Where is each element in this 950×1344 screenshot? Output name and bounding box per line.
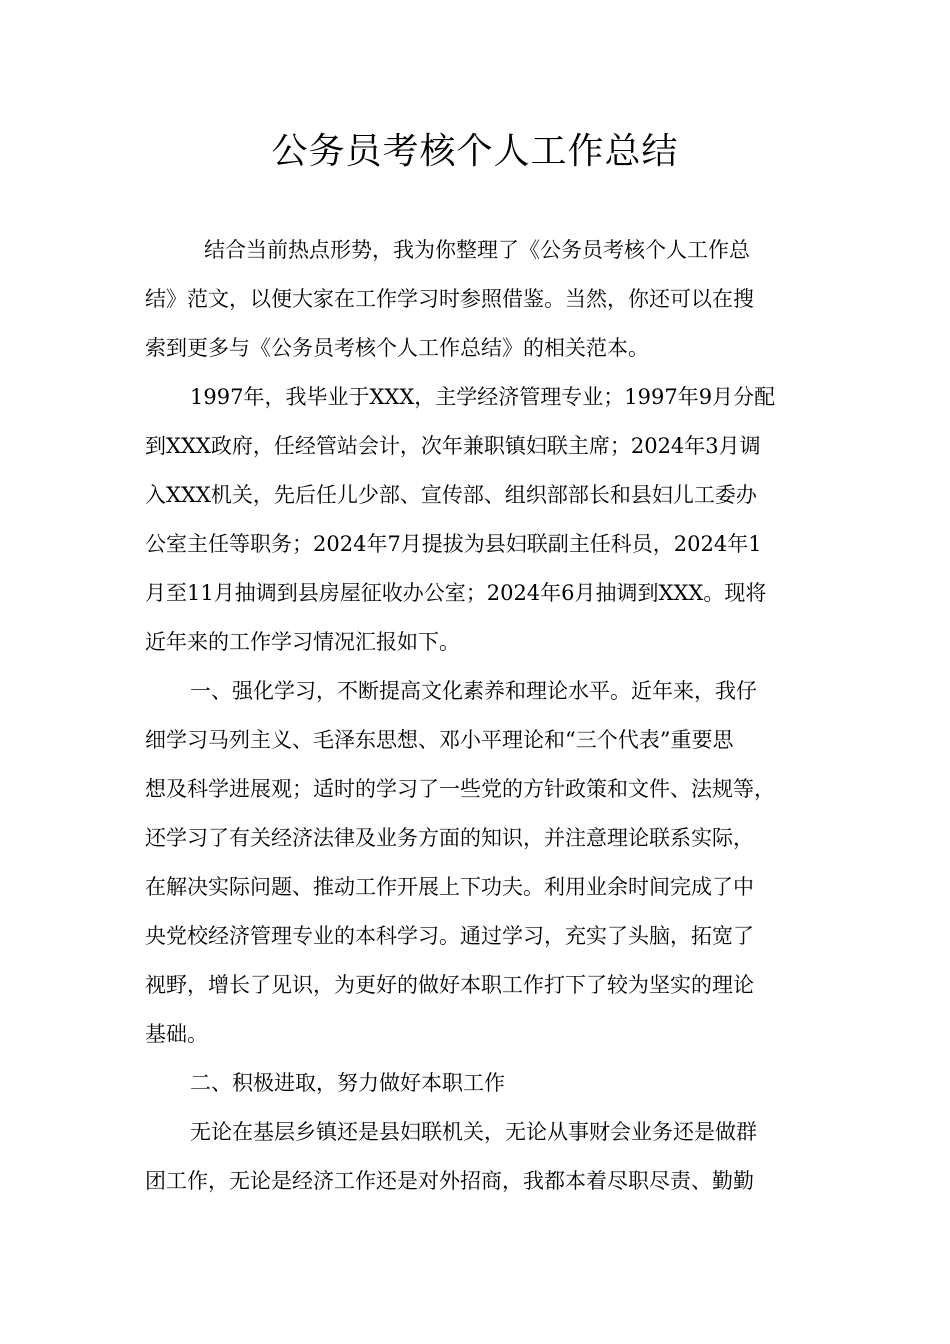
document-body [145, 226, 810, 1206]
paragraph-line: 1997年，我毕业于XXX，主学经济管理专业；1997年9月分配 [190, 385, 776, 409]
paragraph-line: 基础。 [145, 1022, 208, 1046]
paragraph-line: 索到更多与《公务员考核个人工作总结》的相关范本。 [145, 336, 649, 360]
paragraph-line: 央党校经济管理专业的本科学习。通过学习，充实了头脑，拓宽了 [145, 924, 754, 948]
paragraph-line: 还学习了有关经济法律及业务方面的知识，并注意理论联系实际， [145, 826, 754, 850]
paragraph-line: 视野，增长了见识，为更好的做好本职工作打下了较为坚实的理论 [145, 973, 754, 997]
paragraph-line: 细学习马列主义、毛泽东思想、邓小平理论和“三个代表”重要思 [145, 728, 734, 752]
paragraph-line: 结》范文，以便大家在工作学习时参照借鉴。当然，你还可以在搜 [145, 287, 754, 311]
paragraph-line: 月至11月抽调到县房屋征收办公室；2024年6月抽调到XXX。现将 [145, 581, 767, 605]
paragraph-line: 近年来的工作学习情况汇报如下。 [145, 630, 460, 654]
paragraph-line: 想及科学进展观；适时的学习了一些党的方针政策和文件、法规等， [145, 777, 775, 801]
paragraph-line: 无论在基层乡镇还是县妇联机关，无论从事财会业务还是做群 [190, 1120, 757, 1144]
paragraph-line: 一、强化学习，不断提高文化素养和理论水平。近年来，我仔 [190, 679, 757, 703]
section-heading: 二、积极进取，努力做好本职工作 [190, 1071, 505, 1095]
paragraph-line: 团工作，无论是经济工作还是对外招商，我都本着尽职尽责、勤勤 [145, 1169, 754, 1193]
paragraph-line: 入XXX机关，先后任儿少部、宣传部、组织部部长和县妇儿工委办 [145, 483, 757, 507]
paragraph-line: 公室主任等职务；2024年7月提拔为县妇联副主任科员，2024年1 [145, 532, 762, 556]
paragraph-line: 到XXX政府，任经管站会计，次年兼职镇妇联主席；2024年3月调 [145, 434, 761, 458]
paragraph-line: 结合当前热点形势，我为你整理了《公务员考核个人工作总 [204, 238, 750, 262]
document-title: 公务员考核个人工作总结 [271, 131, 679, 172]
paragraph-line: 在解决实际问题、推动工作开展上下功夫。利用业余时间完成了中 [145, 875, 754, 899]
